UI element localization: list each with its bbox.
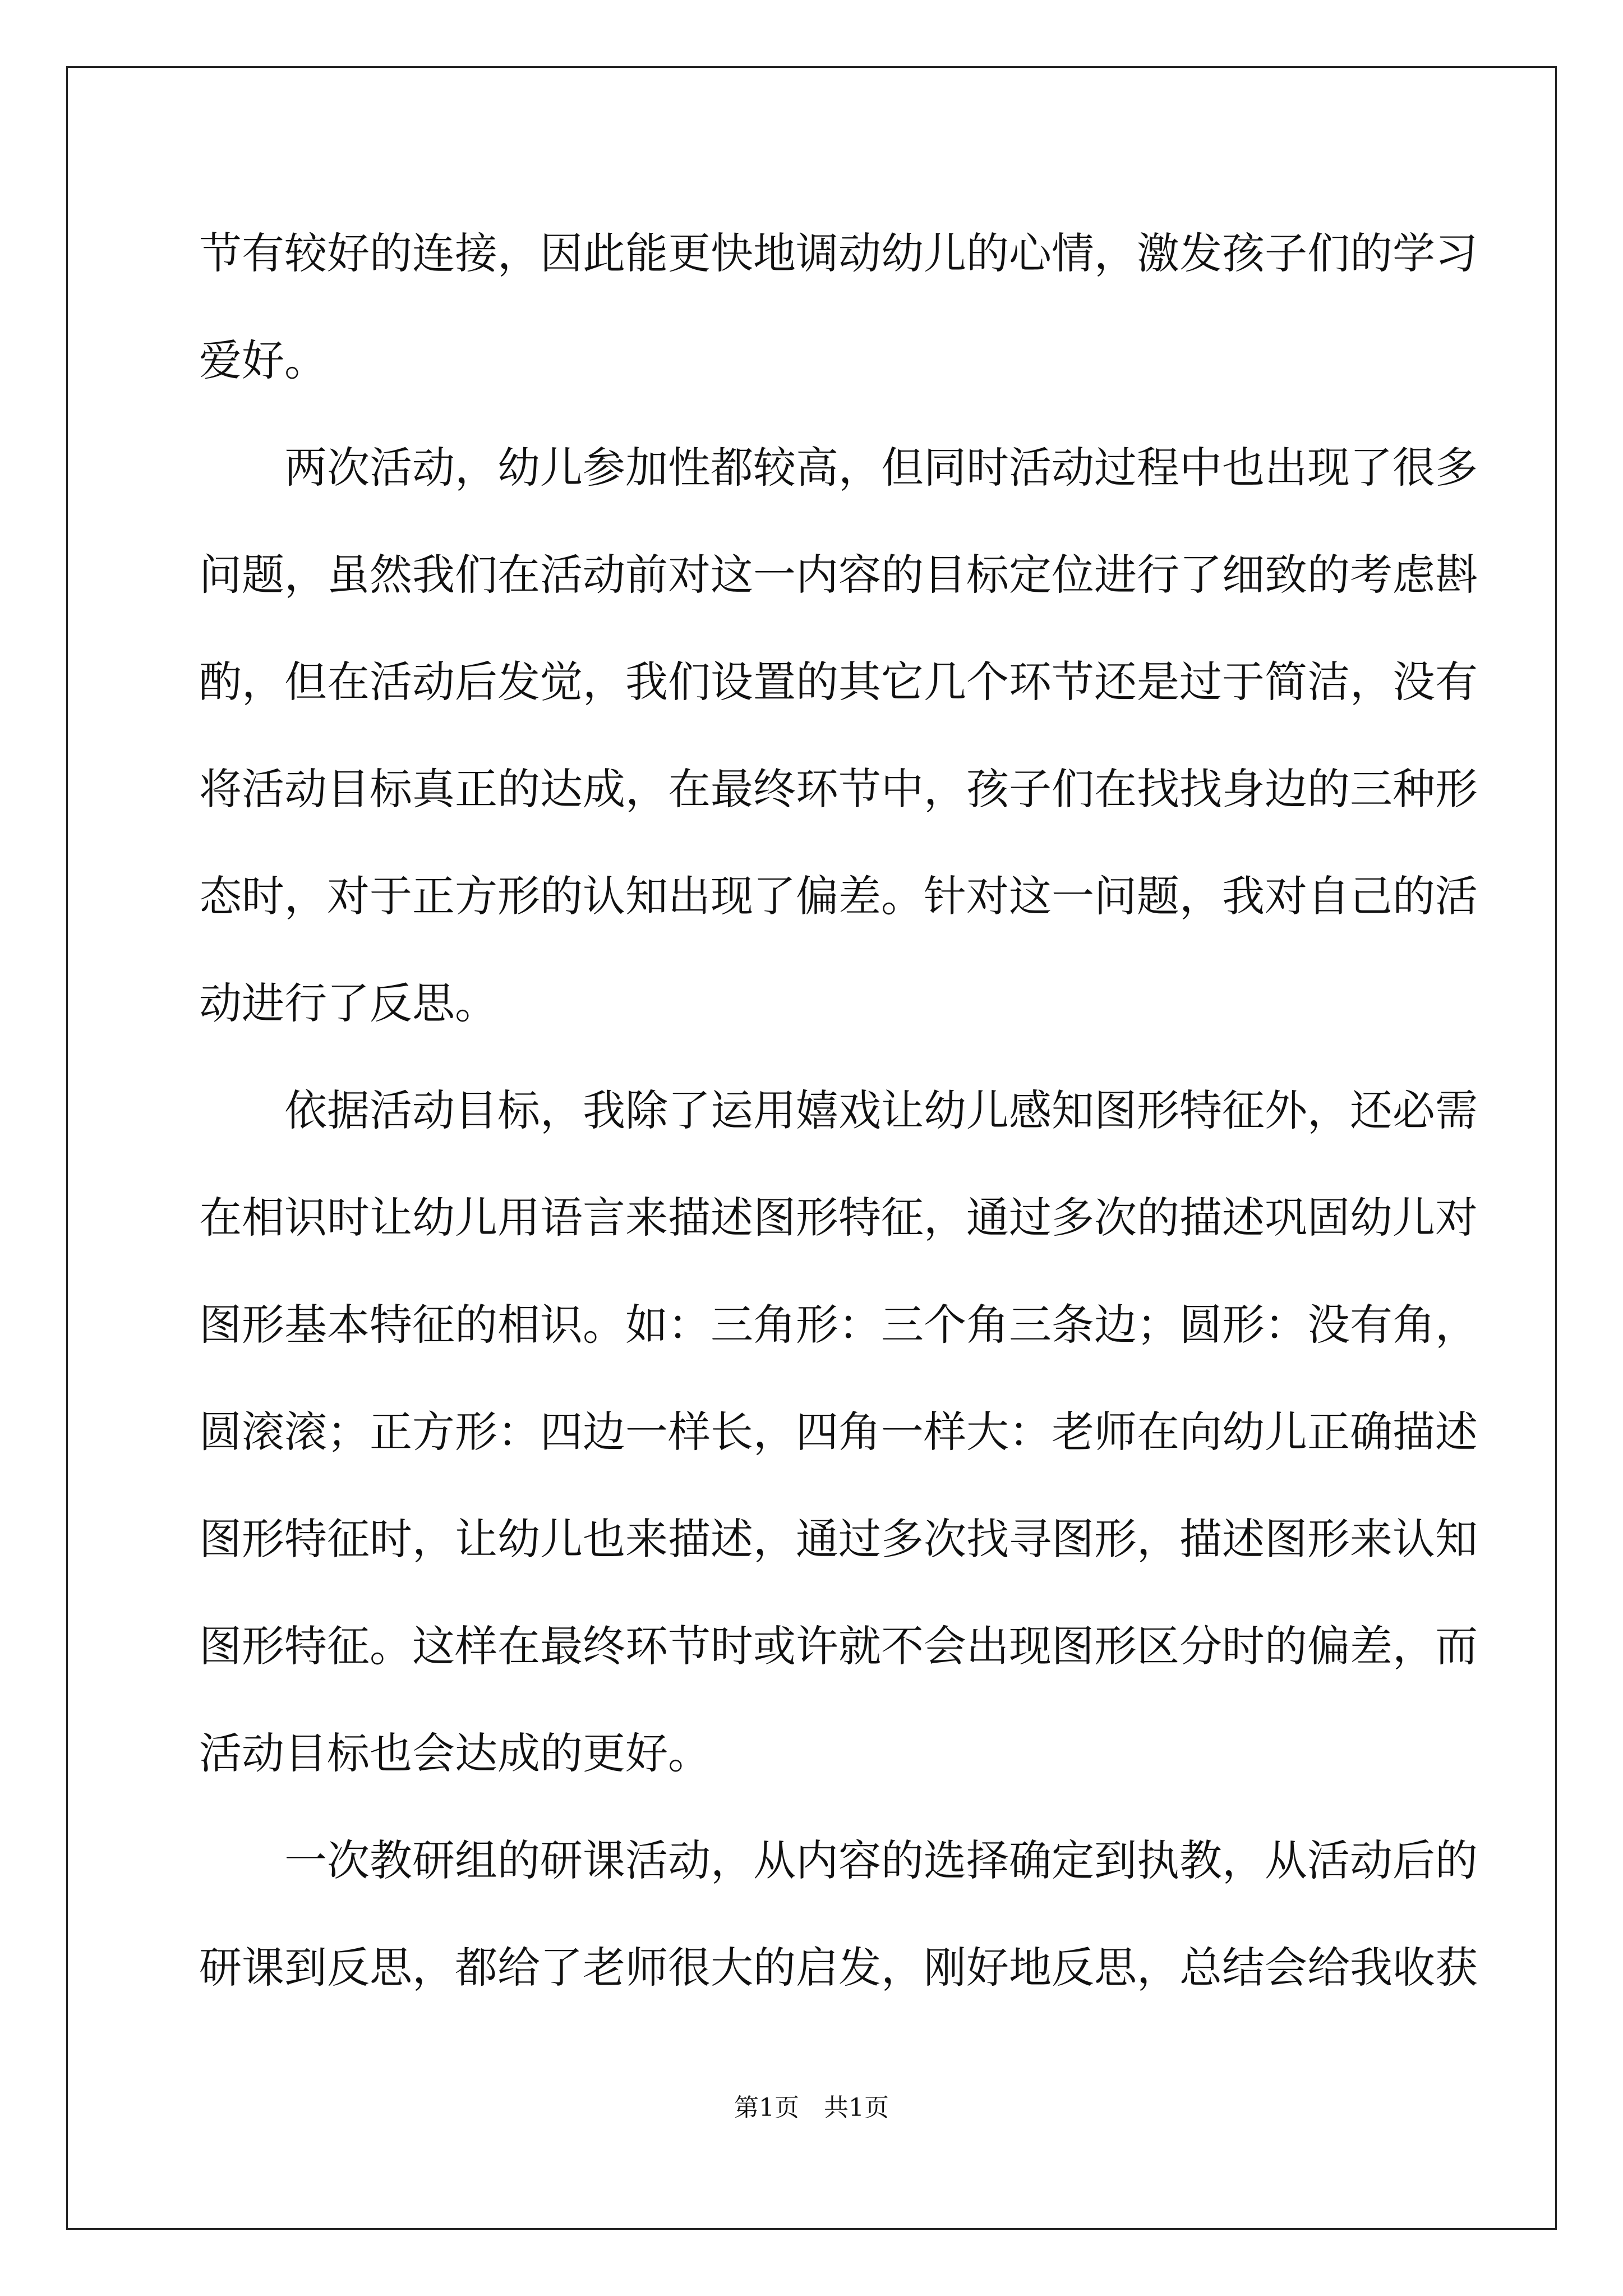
text-line: 圆滚滚；正方形：四边一样长，四角一样大：老师在向幼儿正确描述 bbox=[199, 1407, 1478, 1457]
text-line: 图形特征时，让幼儿也来描述，通过多次找寻图形，描述图形来认知 bbox=[199, 1514, 1478, 1564]
text-line: 态时，对于正方形的认知出现了偏差。针对这一问题，我对自己的活 bbox=[199, 871, 1478, 921]
text-line: 图形特征。这样在最终环节时或许就不会出现图形区分时的偏差，而 bbox=[199, 1621, 1478, 1671]
text-line: 依据活动目标，我除了运用嬉戏让幼儿感知图形特征外，还必需 bbox=[284, 1085, 1478, 1135]
document-body bbox=[199, 200, 1478, 2021]
text-line: 一次教研组的研课活动，从内容的选择确定到执教，从活动后的 bbox=[284, 1835, 1478, 1885]
text-line: 将活动目标真正的达成，在最终环节中，孩子们在找找身边的三种形 bbox=[199, 764, 1478, 814]
page-footer bbox=[0, 2091, 1623, 2125]
text-line: 节有较好的连接，因此能更快地调动幼儿的心情，激发孩子们的学习 bbox=[199, 228, 1478, 278]
text-line: 酌，但在活动后发觉，我们设置的其它几个环节还是过于简洁，没有 bbox=[199, 657, 1478, 707]
page-number: 第1页 共1页 bbox=[734, 2093, 889, 2122]
text-line: 活动目标也会达成的更好。 bbox=[199, 1728, 711, 1778]
text-line: 问题，虽然我们在活动前对这一内容的目标定位进行了细致的考虑斟 bbox=[199, 550, 1478, 600]
text-line: 爱好。 bbox=[199, 335, 327, 385]
text-line: 图形基本特征的相识。如：三角形：三个角三条边；圆形：没有角， bbox=[199, 1300, 1478, 1350]
text-line: 动进行了反思。 bbox=[199, 978, 497, 1028]
text-line: 研课到反思，都给了老师很大的启发，刚好地反思，总结会给我收获 bbox=[199, 1943, 1478, 1993]
text-line: 两次活动，幼儿参加性都较高，但同时活动过程中也出现了很多 bbox=[284, 443, 1478, 493]
text-line: 在相识时让幼儿用语言来描述图形特征，通过多次的描述巩固幼儿对 bbox=[199, 1193, 1478, 1243]
